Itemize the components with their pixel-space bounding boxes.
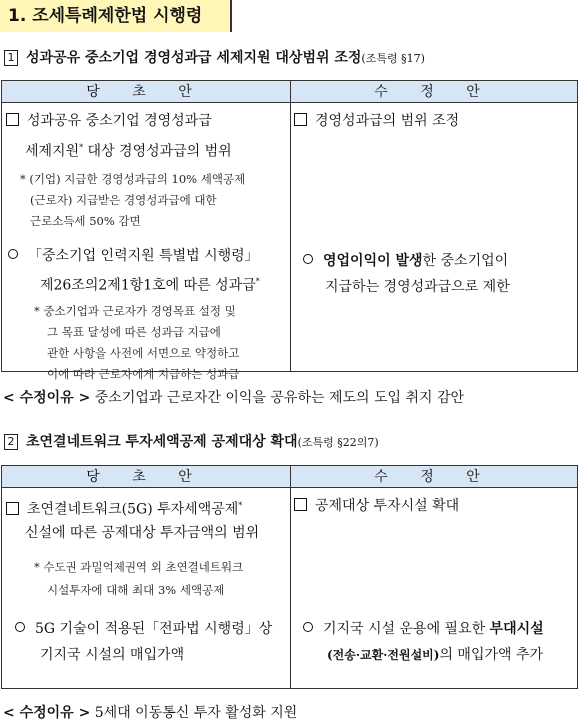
section-1-heading: 1 성과공유 중소기업 경영성과급 세제지원 대상범위 조정(조특령 §17): [4, 47, 425, 67]
section-1-revision-reason: [3, 387, 464, 407]
section-number: 2: [4, 434, 18, 450]
section-number: 1: [4, 50, 18, 66]
checkbox-square-icon: [6, 502, 19, 515]
after-cell: 경영성과급의 범위 조정 영업이익이 발생한 중소기업이 지급하는 경영성과급으로 제한: [291, 103, 578, 372]
footnote: * (기업) 지급한 경영성과급의 10% 세액공제: [20, 172, 246, 186]
checkbox-square-icon: [294, 498, 307, 511]
law-reference: (조특령 §22의7): [297, 436, 379, 449]
before-item: 성과공유 중소기업 경영성과급: [6, 108, 212, 134]
circle-bullet-icon: [15, 622, 25, 632]
circle-bullet-icon: [303, 622, 313, 632]
reason-text: 5세대 이동통신 투자 활성화 지원: [94, 705, 298, 721]
before-item: 초연결네트워크(5G) 투자세액공제*: [6, 493, 242, 523]
before-detail: 5G 기술이 적용된「전파법 시행령」상: [15, 615, 272, 643]
after-item: 경영성과급의 범위 조정: [294, 108, 459, 134]
before-cell: 초연결네트워크(5G) 투자세액공제* 신설에 따른 공제대상 투자금액의 범위 * 수도권 과밀억제권역 외 초연결네트워크 시설투자에 대해 최대 3% 세액공제 5G 기술이 적용된「전파법 시행령」상 기지국 시설의 매입가액: [2, 488, 291, 689]
section-2-revision-reason: [3, 702, 297, 722]
column-header-after: 수 정 안: [291, 466, 578, 488]
reason-label: < 수정이유 >: [3, 705, 91, 721]
column-header-before: 당 초 안: [2, 466, 291, 488]
law-reference: (조특령 §17): [361, 52, 425, 65]
section-2-comparison-table: [1, 465, 578, 689]
section-1-comparison-table: [1, 80, 578, 381]
before-cell: 성과공유 중소기업 경영성과급 세제지원* 대상 경영성과급의 범위 * (기업) 지급한 경영성과급의 10% 세액공제 (근로자) 지급받은 경영성과급에 대한 근로소득세 50% 감면 「중소기업 인력지원 특별법 시행령」 제26조의2제1항1호에 따른 성과급* * 중소기업과 근로자가 경영목표 설정 및 그 목표 달성에 따른 성과급 지급에 관한 사항을 사전에 서면으로 약정하고 이에 따라 근로자에게 지급하는 성과급: [2, 103, 291, 372]
column-header-after: 수 정 안: [291, 81, 578, 103]
reason-text: 중소기업과 근로자간 이익을 공유하는 제도의 도입 취지 감안: [94, 390, 465, 406]
after-detail: 영업이익이 발생한 중소기업이: [303, 247, 508, 275]
checkbox-square-icon: [6, 113, 19, 126]
circle-bullet-icon: [8, 249, 18, 259]
reason-label: < 수정이유 >: [3, 390, 91, 406]
circle-bullet-icon: [303, 254, 313, 264]
column-header-before: 당 초 안: [2, 81, 291, 103]
footnote: * 수도권 과밀억제권역 외 초연결네트워크: [34, 560, 244, 574]
before-detail: 「중소기업 인력지원 특별법 시행령」: [8, 242, 259, 270]
section-2-heading: 2 초연결네트워크 투자세액공제 공제대상 확대(조특령 §22의7): [4, 431, 379, 451]
document-title: 1. 조세특례제한법 시행령: [0, 0, 232, 32]
footnote: * 중소기업과 근로자가 경영목표 설정 및: [34, 304, 236, 318]
checkbox-square-icon: [294, 113, 307, 126]
after-cell: 공제대상 투자시설 확대 기지국 시설 운용에 필요한 부대시설 (전송·교환·전원설비)의 매입가액 추가: [291, 488, 578, 689]
after-item: 공제대상 투자시설 확대: [294, 493, 459, 519]
after-detail: 기지국 시설 운용에 필요한 부대시설: [303, 615, 544, 643]
